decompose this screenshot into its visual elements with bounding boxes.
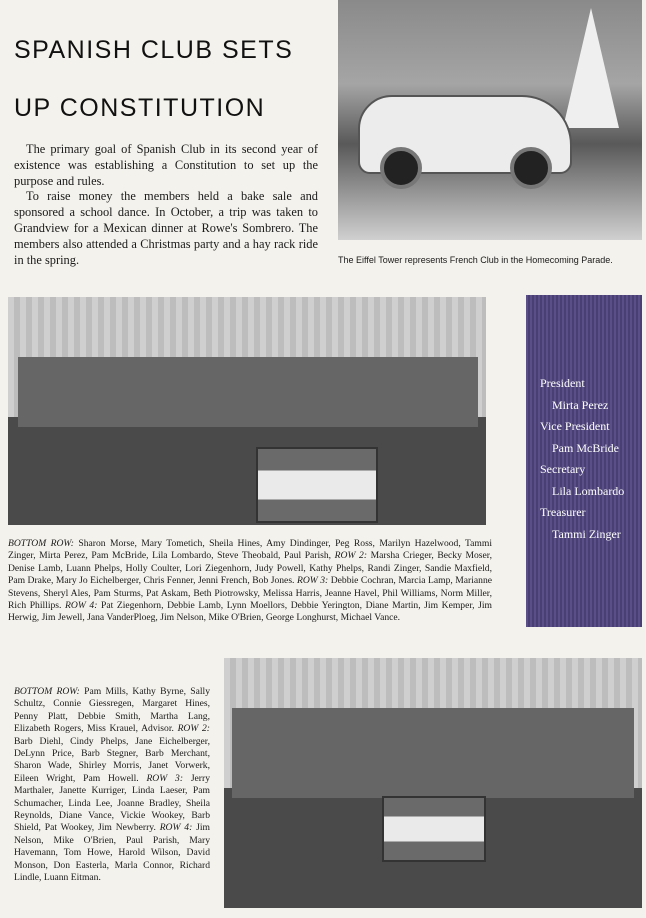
headline-line-1: SPANISH CLUB SETS xyxy=(14,36,294,64)
row-names: Jerry Marthaler, Janette Kurriger, Linda Laeser, Pam Schumacher, Linda Lee, Joanne Bradley, Sheila Reynolds, Diane Vance, Vickie Wookey, Barb Shield, Pat Wookey, Jim Newberry. xyxy=(14,772,210,834)
officer-name: Pam McBride xyxy=(552,440,619,455)
spanish-flag xyxy=(382,796,486,862)
row-names: Pat Ziegenhorn, Debbie Lamb, Lynn Moellors, Debbie Yerington, Diane Martin, Jim Kemper, Jim Herwig, Jim Jewell, Jana VanderPloeg, Jim Nelson, Mike O'Brien, George Longhurst, Michael Vance. xyxy=(8,600,493,624)
row-label: ROW 2: xyxy=(177,723,211,735)
eiffel-tower-float xyxy=(563,8,619,128)
officers-list xyxy=(540,373,624,545)
crowd-bodies-back xyxy=(232,708,634,798)
row-names: Sharon Morse, Mary Tometich, Sheila Hines, Amy Dindinger, Peg Ross, Marilyn Hazelwood, Tammi Zinger, Mirta Perez, Pam McBride, Lila Lombardo, Steve Theobald, Paul Parish, xyxy=(8,538,492,562)
story-paragraph-1: The primary goal of Spanish Club in its second year of existence was establishing a Constitution to set up the purpose and rules. xyxy=(14,142,318,188)
group-photo-2-caption xyxy=(14,686,210,885)
row-names: Marsha Crieger, Becky Moser, Denise Lamb, Luann Phelps, Holly Coulter, Lori Ziegenhorn, Judy Powell, Kathy Phelps, Randi Zinger, Sandie Maxfield, Pam Drake, Mary Jo Eichelberger, Chris Fenner, Jenni French, Bob Jones. xyxy=(8,550,492,587)
story-text xyxy=(14,142,318,268)
crowd-bodies xyxy=(8,417,486,525)
row-label: ROW 2: xyxy=(334,550,368,562)
car-wheel xyxy=(510,147,552,189)
officer-name: Lila Lombardo xyxy=(552,483,625,498)
officer-name: Mirta Perez xyxy=(552,397,609,412)
row-label: ROW 3: xyxy=(146,772,184,784)
row-names: Barb Diehl, Cindy Phelps, Jane Eichelberger, DeLynn Price, Barb Stegner, Barb Merchant, Sharon Wade, Shirley Morris, Janet Vorwerk, Eileen Wright, Pam Howell. xyxy=(14,735,210,784)
row-names: Jim Nelson, Mike O'Brien, Paul Parish, Mary Havemann, Tom Howe, Harold Wilson, David Monson, Don Easterla, Marla Connor, Richard Lindle, Luann Eitman. xyxy=(14,822,210,884)
officer-title: Secretary xyxy=(540,462,586,476)
parade-photo-caption: The Eiffel Tower represents French Club in the Homecoming Parade. xyxy=(338,255,613,265)
officer-title: President xyxy=(540,376,585,390)
group-crowd xyxy=(224,658,642,908)
row-label: ROW 4: xyxy=(65,600,98,612)
row-label: ROW 3: xyxy=(296,575,329,587)
officer-title: Treasurer xyxy=(540,505,586,519)
crowd-bodies-back xyxy=(18,357,478,427)
group-crowd xyxy=(8,297,486,525)
officer-title: Vice President xyxy=(540,419,610,433)
spanish-club-group-photo-1 xyxy=(8,297,486,525)
row-label: BOTTOM ROW: xyxy=(14,686,80,697)
row-label: BOTTOM ROW: xyxy=(8,538,74,549)
story-paragraph-2: To raise money the members held a bake sale and sponsored a school dance. In October, a trip was taken to Grandview for a Mexican dinner at Rowe's Sombrero. The members also attended a Christmas party and a hay rack ride in the spring. xyxy=(14,189,318,267)
homecoming-parade-photo xyxy=(338,0,642,240)
officer-name: Tammi Zinger xyxy=(552,526,621,541)
group-photo-1-caption xyxy=(8,538,492,625)
headline-line-2: UP CONSTITUTION xyxy=(14,94,266,122)
officers-panel xyxy=(526,295,642,627)
spanish-club-group-photo-2 xyxy=(224,658,642,908)
row-names: Debbie Cochran, Marcia Lamp, Marianne Stevens, Sheryl Ales, Pam Sturms, Pat Askam, Beth Piotrowsky, Melissa Harris, Jeanne Havel, Phil Williams, Norm Miller, Rich Phillips. xyxy=(8,575,493,612)
parade-car xyxy=(358,95,572,174)
row-names: Pam Mills, Kathy Byrne, Sally Schultz, Connie Giessregen, Margaret Hines, Penny Platt, Debbie Smith, Martha Lang, Elizabeth Rogers, Miss Krauel, Advisor. xyxy=(14,686,210,735)
row-label: ROW 4: xyxy=(159,822,193,834)
spanish-flag xyxy=(256,447,378,523)
car-wheel xyxy=(380,147,422,189)
